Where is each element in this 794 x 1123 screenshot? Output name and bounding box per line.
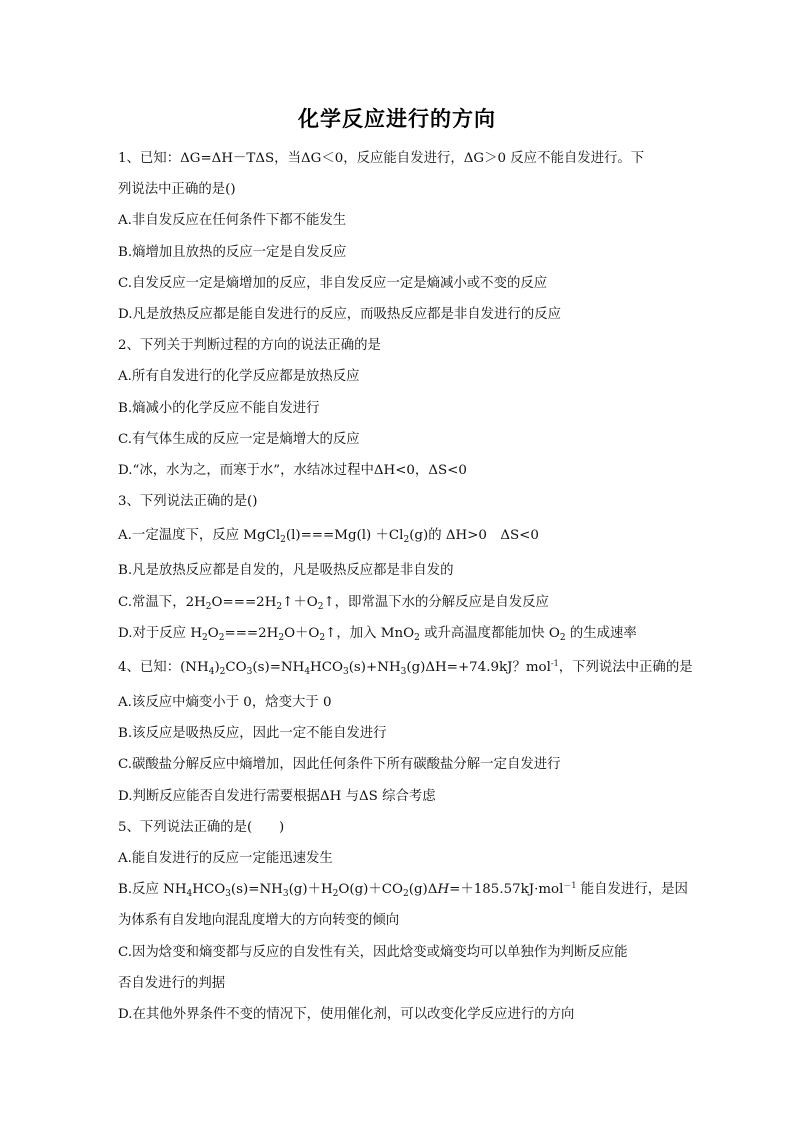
q5-stem: 5、下列说法正确的是( ) bbox=[118, 819, 285, 835]
subscript: 4 bbox=[186, 889, 193, 900]
text-segment: HCO bbox=[310, 660, 343, 676]
text-segment: (s)+NH bbox=[348, 660, 401, 676]
question-list bbox=[118, 143, 693, 1030]
subscript: 2 bbox=[278, 632, 285, 643]
text-segment: ↑，即常温下水的分解反应是自发反应 bbox=[323, 594, 549, 610]
q3-option-d bbox=[118, 618, 678, 649]
q1-option-b: B.熵增加且放热的反应一定是自发反应 bbox=[118, 244, 347, 260]
superscript: －1 bbox=[563, 881, 577, 891]
subscript: 2 bbox=[280, 535, 286, 546]
subscript: 2 bbox=[332, 889, 339, 900]
text-segment: C.常温下，2H bbox=[118, 594, 206, 610]
text-segment: (g)的 ΔH>0 ΔS<0 bbox=[409, 528, 539, 544]
subscript: 3 bbox=[225, 889, 231, 900]
q2-option-b: B.熵减小的化学反应不能自发进行 bbox=[118, 400, 320, 416]
q4-option-a: A.该反应中熵变小于 0，焓变大于 0 bbox=[118, 695, 332, 711]
q5-option-c-line2: 否自发进行的判据 bbox=[118, 975, 226, 991]
q4-option-d: D.判断反应能否自发进行需要根据ΔH 与ΔS 综合考虑 bbox=[118, 788, 436, 804]
q5-option-c-line1: C.因为焓变和熵变都与反应的自发性有关，因此焓变或熵变均可以单独作为判断反应能 bbox=[118, 944, 628, 960]
text-segment: 4、已知：(NH bbox=[118, 660, 209, 676]
q5-option-d: D.在其他外界条件不变的情况下，使用催化剂，可以改变化学反应进行的方向 bbox=[118, 1007, 575, 1023]
text-segment: 能自发进行，是因 bbox=[576, 882, 688, 898]
q2-option-a: A.所有自发进行的化学反应都是放热反应 bbox=[118, 369, 360, 385]
text-segment: ) bbox=[214, 660, 220, 676]
subscript: 2 bbox=[319, 632, 326, 643]
q3-stem: 3、下列说法正确的是() bbox=[118, 494, 258, 510]
subscript: 2 bbox=[218, 632, 225, 643]
text-segment: (g)＋H bbox=[288, 882, 333, 898]
q1-stem-line2: 列说法中正确的是() bbox=[118, 182, 236, 198]
q3-option-b: B.凡是放热反应都是自发的，凡是吸热反应都是非自发的 bbox=[118, 563, 454, 579]
subscript: 2 bbox=[414, 632, 420, 643]
q1-option-d: D.凡是放热反应都是能自发进行的反应，而吸热反应都是非自发进行的反应 bbox=[118, 307, 562, 323]
text-segment: O＋O bbox=[284, 625, 320, 641]
q5-option-a: A.能自发进行的反应一定能迅速发生 bbox=[118, 851, 333, 867]
subscript: 3 bbox=[246, 667, 253, 678]
subscript: 2 bbox=[276, 601, 283, 612]
text-segment: O bbox=[207, 625, 219, 641]
subscript: 2 bbox=[205, 601, 212, 612]
q5-option-b-line1 bbox=[118, 874, 688, 905]
q2-stem: 2、下列关于判断过程的方向的说法正确的是 bbox=[118, 338, 381, 354]
text-segment: ===2H bbox=[224, 625, 279, 641]
text-segment: (g)Δ bbox=[408, 882, 438, 898]
subscript: 2 bbox=[403, 535, 410, 546]
q1-option-a: A.非自发反应在任何条件下都不能发生 bbox=[118, 213, 347, 229]
subscript: 3 bbox=[400, 667, 407, 678]
q4-option-c: C.碳酸盐分解反应中熵增加，因此任何条件下所有碳酸盐分解一定自发进行 bbox=[118, 757, 561, 773]
text-segment: CO bbox=[225, 660, 247, 676]
subscript: 2 bbox=[403, 889, 409, 900]
superscript: -1 bbox=[550, 659, 559, 669]
text-segment: (l)===Mg(l) ＋Cl bbox=[285, 528, 404, 544]
text-segment: 的生成速率 bbox=[565, 625, 637, 641]
text-segment: ↑，加入 MnO bbox=[325, 625, 415, 641]
text-segment: HCO bbox=[192, 882, 226, 898]
q3-option-c bbox=[118, 587, 678, 618]
q2-option-c: C.有气体生成的反应一定是熵增大的反应 bbox=[118, 431, 360, 447]
page-title: 化学反应进行的方向 bbox=[298, 107, 496, 131]
q1-option-c: C.自发反应一定是熵增加的反应，非自发反应一定是熵减小或不变的反应 bbox=[118, 275, 548, 291]
q3-option-a bbox=[118, 517, 678, 555]
text-segment: B.反应 NH bbox=[118, 882, 187, 898]
text-segment: D.对于反应 H bbox=[118, 625, 203, 641]
text-segment: (s)=NH bbox=[252, 660, 305, 676]
subscript: 3 bbox=[282, 889, 289, 900]
text-segment: ↑＋O bbox=[282, 594, 318, 610]
text-segment: O===2H bbox=[211, 594, 277, 610]
text-segment: (s)=NH bbox=[230, 882, 283, 898]
text-segment: (g)ΔH=+74.9kJ？mol bbox=[406, 660, 551, 676]
text-segment: ，下列说法中正确的是 bbox=[558, 660, 693, 676]
subscript: 3 bbox=[342, 667, 349, 678]
q4-option-b: B.该反应是吸热反应，因此一定不能自发进行 bbox=[118, 726, 387, 742]
text-segment: =＋185.57kJ·mol bbox=[449, 882, 564, 898]
subscript: 2 bbox=[317, 601, 324, 612]
subscript: 4 bbox=[304, 667, 311, 678]
subscript: 2 bbox=[219, 667, 226, 678]
q2-option-d: D.“冰，水为之，而寒于水”，水结冰过程中ΔH<0，ΔS<0 bbox=[118, 463, 467, 479]
subscript: 2 bbox=[559, 632, 566, 643]
text-segment: 或升高温度都能加快 O bbox=[419, 625, 560, 641]
subscript: 4 bbox=[208, 667, 215, 678]
text-segment: O(g)＋CO bbox=[338, 882, 404, 898]
subscript: 2 bbox=[202, 632, 208, 643]
q1-stem-line1: 1、已知：ΔG=ΔH－TΔS，当ΔG＜0，反应能自发进行，ΔG＞0 反应不能自发进行。下 bbox=[118, 151, 645, 166]
text-segment-italic: H bbox=[437, 882, 450, 898]
text-segment: A.一定温度下，反应 MgCl bbox=[118, 528, 281, 544]
q4-stem bbox=[118, 649, 693, 687]
q5-option-b-line2: 为体系有自发地向混乱度增大的方向转变的倾向 bbox=[118, 913, 400, 929]
